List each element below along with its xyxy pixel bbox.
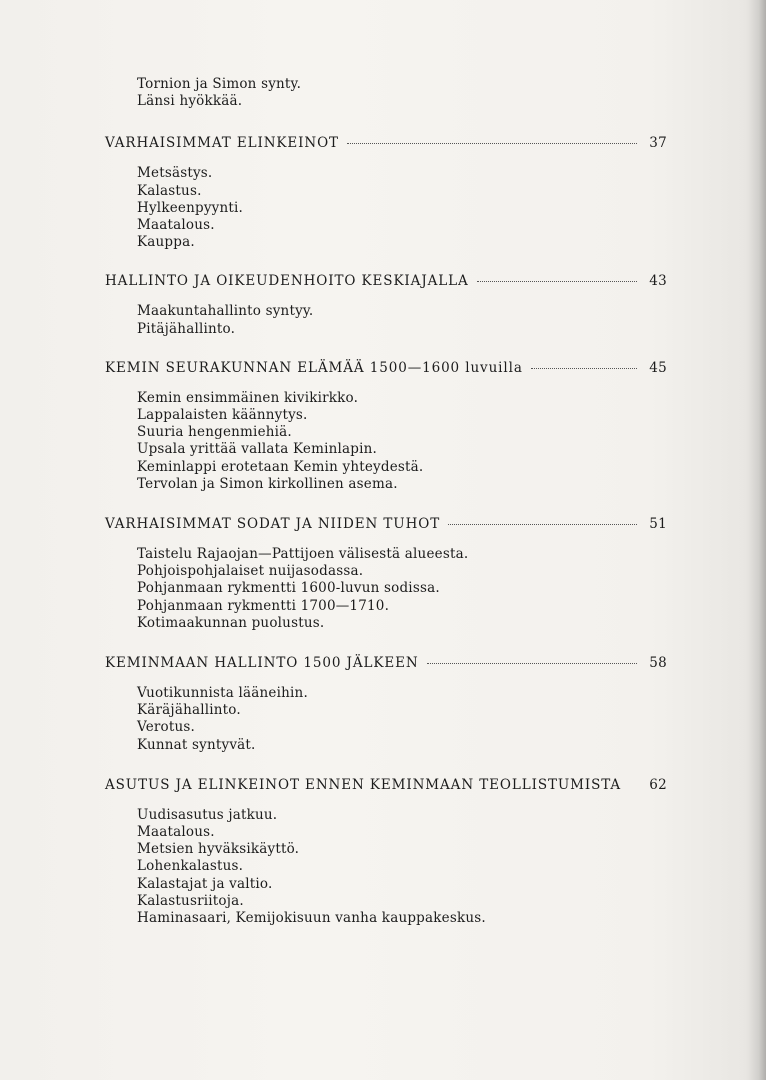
toc-subitem: Kalastus. (137, 182, 202, 199)
toc-subitem: Käräjähallinto. (137, 702, 241, 719)
toc-heading (105, 655, 667, 671)
toc-subitem: Pitäjähallinto. (137, 320, 236, 337)
toc-subitem: Länsi hyökkää. (137, 93, 243, 110)
toc-subitem: Kalastajat ja valtio. (137, 875, 273, 892)
toc-subitem: Kotimaakunnan puolustus. (137, 614, 325, 631)
dot-leader (477, 281, 638, 282)
dot-leader (347, 143, 637, 144)
toc-section (105, 273, 667, 337)
toc-subitem: Tornion ja Simon synty. (137, 76, 302, 92)
page-number: 43 (649, 273, 667, 290)
toc-subitem: Kauppa. (137, 234, 195, 251)
toc-subitem: Kemin ensimmäinen kivikirkko. (137, 389, 359, 406)
toc-section (105, 135, 667, 251)
toc-subitem: Maatalous. (137, 824, 215, 841)
page-number: 58 (649, 655, 667, 672)
toc-subitem: Taistelu Rajaojan—Pattijoen välisestä alueesta. (137, 546, 469, 563)
dot-leader (427, 663, 638, 664)
toc-subitem: Haminasaari, Kemijokisuun vanha kauppakeskus. (137, 910, 486, 927)
page-number: 37 (649, 135, 667, 152)
section-title: VARHAISIMMAT ELINKEINOT (105, 135, 339, 152)
toc-section (105, 516, 667, 632)
toc-heading (105, 516, 667, 532)
toc-subitem: Vuotikunnista lääneihin. (137, 685, 308, 702)
section-title: KEMIN SEURAKUNNAN ELÄMÄÄ 1500—1600 luvuilla (105, 359, 523, 376)
toc-subitem: Metsästys. (137, 165, 213, 182)
toc-section (105, 655, 667, 754)
toc-subitem: Pohjoispohjalaiset nuijasodassa. (137, 563, 364, 580)
section-title: ASUTUS JA ELINKEINOT ENNEN KEMINMAAN TEOLLISTUMISTA (105, 776, 622, 793)
toc-heading (105, 360, 667, 376)
toc-subitem: Kunnat syntyvät. (137, 736, 256, 753)
toc-section (105, 777, 667, 927)
toc-section (105, 360, 667, 493)
page-number: 45 (649, 359, 667, 376)
intro-items (137, 76, 667, 110)
toc-subitem: Suuria hengenmiehiä. (137, 424, 292, 441)
toc-heading (105, 777, 667, 793)
page-number: 51 (649, 516, 667, 533)
dot-leader (531, 368, 637, 369)
dot-leader (448, 524, 637, 525)
section-items (137, 390, 667, 493)
toc-subitem: Maakuntahallinto syntyy. (137, 303, 314, 320)
toc-subitem: Kalastusriitoja. (137, 892, 244, 909)
toc-subitem: Lappalaisten käännytys. (137, 407, 308, 424)
toc-subitem: Metsien hyväksikäyttö. (137, 841, 300, 858)
page-number: 62 (649, 776, 667, 793)
toc-subitem: Lohenkalastus. (137, 858, 244, 875)
toc-heading (105, 273, 667, 289)
section-items (137, 165, 667, 251)
section-items (137, 546, 667, 632)
toc-subitem: Upsala yrittää vallata Keminlapin. (137, 441, 378, 458)
toc-subitem: Pohjanmaan rykmentti 1600-luvun sodissa. (137, 580, 440, 597)
section-items (137, 303, 667, 337)
table-of-contents (105, 76, 667, 927)
page-edge-shadow (748, 0, 766, 1080)
toc-subitem: Tervolan ja Simon kirkollinen asema. (137, 475, 398, 492)
section-title: HALLINTO JA OIKEUDENHOITO KESKIAJALLA (105, 273, 469, 290)
section-items (137, 807, 667, 927)
toc-subitem: Keminlappi erotetaan Kemin yhteydestä. (137, 458, 424, 475)
section-items (137, 685, 667, 754)
toc-subitem: Verotus. (137, 719, 196, 736)
toc-subitem: Hylkeenpyynti. (137, 199, 243, 216)
toc-subitem: Maatalous. (137, 217, 215, 234)
toc-subitem: Uudisasutus jatkuu. (137, 806, 278, 823)
toc-heading (105, 135, 667, 151)
toc-subitem: Pohjanmaan rykmentti 1700—1710. (137, 597, 390, 614)
section-title: KEMINMAAN HALLINTO 1500 JÄLKEEN (105, 655, 419, 672)
section-title: VARHAISIMMAT SODAT JA NIIDEN TUHOT (105, 516, 441, 533)
